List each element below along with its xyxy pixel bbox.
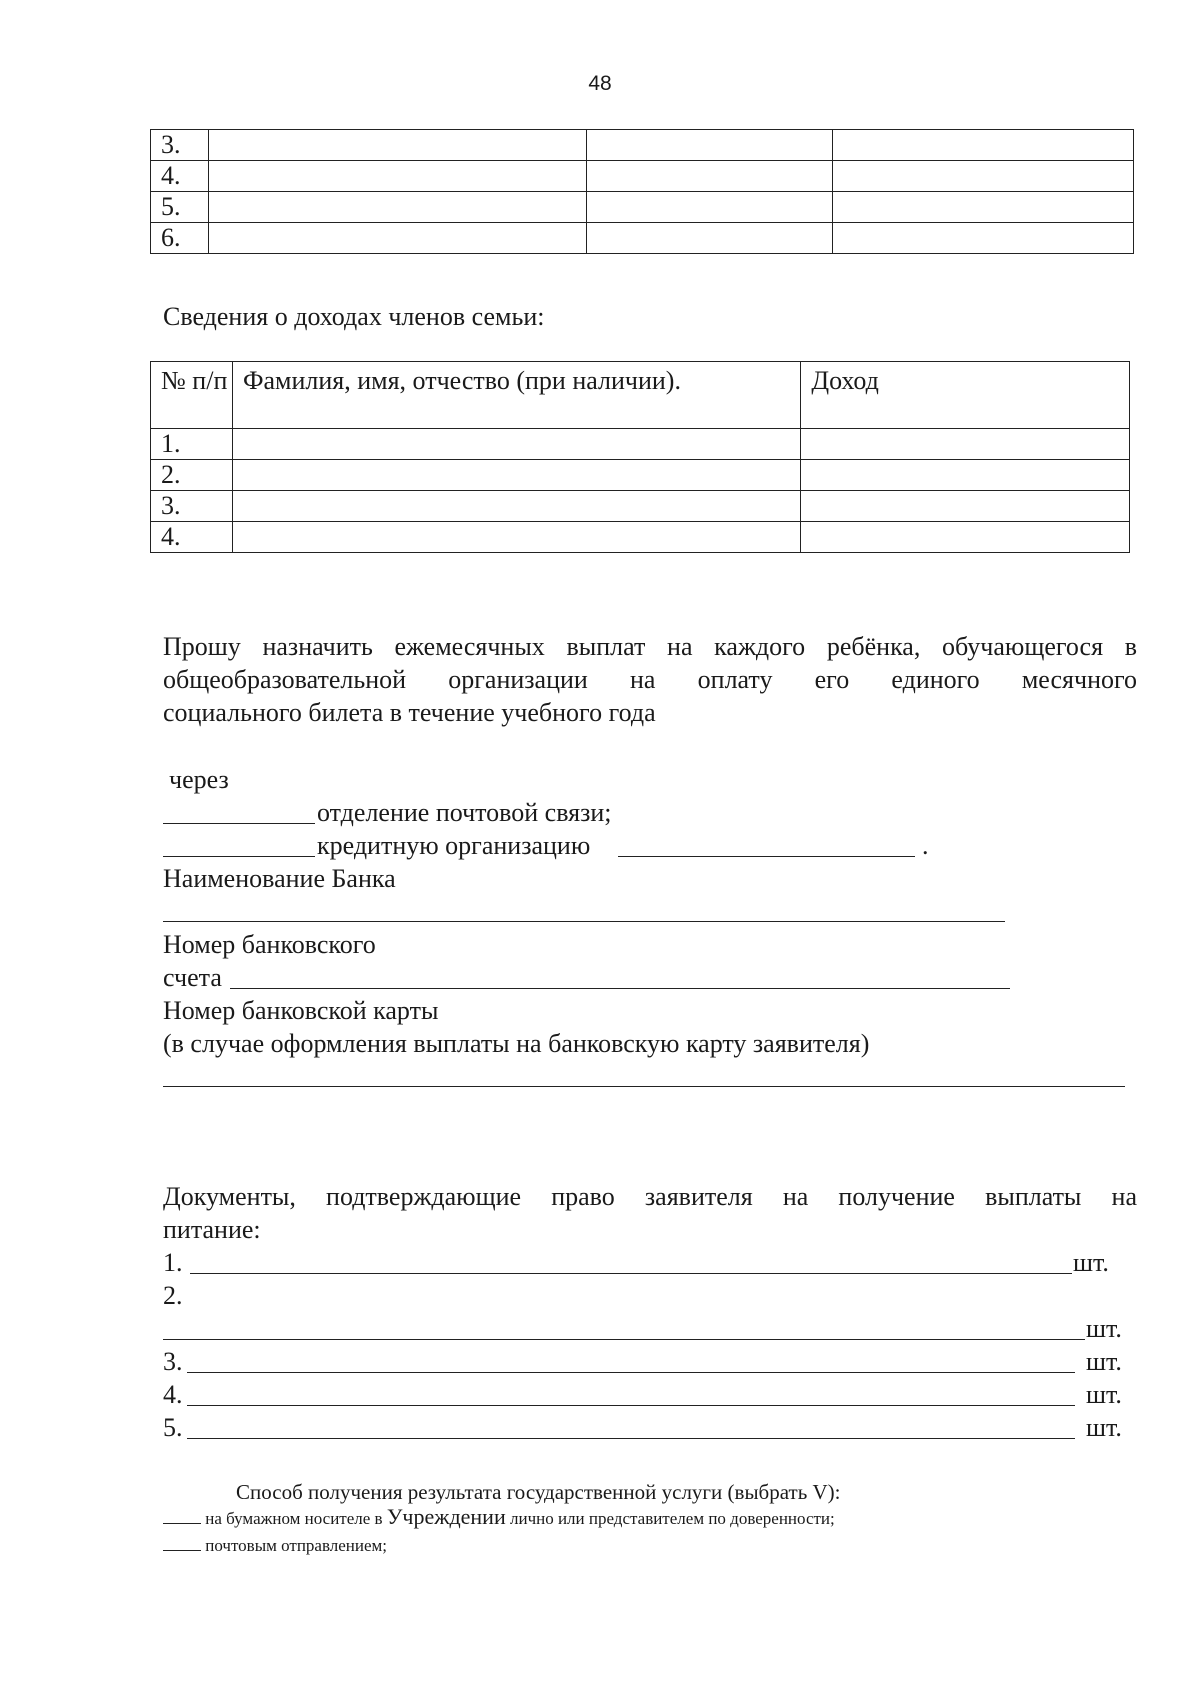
table-row xyxy=(151,491,1130,522)
table-cell[interactable] xyxy=(232,460,800,491)
account-label-line-1: Номер банковского xyxy=(163,930,376,959)
table-cell[interactable] xyxy=(801,491,1130,522)
result-option-paper xyxy=(163,1506,835,1530)
post-office-option: отделение почтовой связи; xyxy=(317,798,612,827)
mail-option-checkbox-line[interactable] xyxy=(163,1550,201,1551)
table-header-row xyxy=(151,362,1130,429)
option-text: почтовым отправлением; xyxy=(205,1536,388,1555)
bank-name-field[interactable] xyxy=(163,921,1005,922)
table-cell[interactable] xyxy=(586,130,833,161)
income-heading: Сведения о доходах членов семьи: xyxy=(163,302,545,331)
document-item-number: 2. xyxy=(163,1281,183,1310)
credit-org-field[interactable] xyxy=(618,856,915,857)
account-number-field[interactable] xyxy=(230,988,1010,989)
option-text: лично или представителем по доверенности; xyxy=(509,1509,835,1528)
header-number: № п/п xyxy=(151,362,233,429)
option-text: на бумажном носителе в xyxy=(205,1509,383,1528)
result-option-mail xyxy=(163,1535,387,1557)
card-number-field[interactable] xyxy=(163,1086,1125,1087)
table-row xyxy=(151,130,1134,161)
table-cell[interactable] xyxy=(232,429,800,460)
table-cell[interactable] xyxy=(208,223,586,254)
credit-org-option: кредитную организацию xyxy=(317,831,591,860)
table-cell[interactable] xyxy=(833,192,1134,223)
document-item-field[interactable] xyxy=(163,1339,1085,1340)
table-row xyxy=(151,223,1134,254)
page-number: 48 xyxy=(588,72,612,95)
children-table-continued xyxy=(150,129,1134,254)
table-row xyxy=(151,161,1134,192)
credit-org-dot: . xyxy=(922,831,929,860)
documents-line-2: питание: xyxy=(163,1215,261,1244)
document-item-number: 3. xyxy=(163,1347,183,1376)
row-number: 3. xyxy=(151,491,233,522)
table-cell[interactable] xyxy=(208,192,586,223)
table-cell[interactable] xyxy=(586,161,833,192)
document-item-unit: шт. xyxy=(1086,1413,1122,1442)
row-number: 6. xyxy=(151,223,209,254)
header-full-name: Фамилия, имя, отчество (при наличии). xyxy=(232,362,800,429)
table-cell[interactable] xyxy=(232,522,800,553)
table-cell[interactable] xyxy=(586,192,833,223)
post-office-checkbox-line[interactable] xyxy=(163,823,315,824)
row-number: 2. xyxy=(151,460,233,491)
document-item-field[interactable] xyxy=(187,1405,1075,1406)
request-line-1: Прошу назначить ежемесячных выплат на каждого ребёнка, обучающегося в xyxy=(163,632,1137,661)
table-cell[interactable] xyxy=(801,429,1130,460)
document-item-field[interactable] xyxy=(190,1273,1072,1274)
document-item-number: 1. xyxy=(163,1248,183,1277)
documents-line-1: Документы, подтверждающие право заявителя на получение выплаты на xyxy=(163,1182,1137,1211)
table-cell[interactable] xyxy=(833,223,1134,254)
row-number: 4. xyxy=(151,522,233,553)
table-cell[interactable] xyxy=(208,130,586,161)
row-number: 1. xyxy=(151,429,233,460)
document-item-field[interactable] xyxy=(187,1438,1075,1439)
account-label-line-2: счета xyxy=(163,963,222,992)
document-item-unit: шт. xyxy=(1073,1248,1109,1277)
table-row xyxy=(151,522,1130,553)
paper-option-checkbox-line[interactable] xyxy=(163,1523,201,1524)
row-number: 4. xyxy=(151,161,209,192)
document-item-unit: шт. xyxy=(1086,1347,1122,1376)
table-cell[interactable] xyxy=(833,130,1134,161)
table-row xyxy=(151,429,1130,460)
bank-name-label: Наименование Банка xyxy=(163,864,396,893)
row-number: 3. xyxy=(151,130,209,161)
table-cell[interactable] xyxy=(232,491,800,522)
document-item-unit: шт. xyxy=(1086,1380,1122,1409)
option-text-institution: Учреждении xyxy=(386,1504,506,1529)
table-row xyxy=(151,192,1134,223)
header-income: Доход xyxy=(801,362,1130,429)
result-heading: Способ получения результата государственной услуги (выбрать V): xyxy=(236,1480,841,1504)
table-cell[interactable] xyxy=(586,223,833,254)
card-label: Номер банковской карты xyxy=(163,996,439,1025)
document-item-unit: шт. xyxy=(1086,1314,1122,1343)
document-item-field[interactable] xyxy=(187,1372,1075,1373)
table-cell[interactable] xyxy=(833,161,1134,192)
table-cell[interactable] xyxy=(208,161,586,192)
income-table xyxy=(150,361,1130,553)
table-row xyxy=(151,460,1130,491)
table-cell[interactable] xyxy=(801,460,1130,491)
request-line-2: общеобразовательной организации на оплату его единого месячного xyxy=(163,665,1137,694)
request-line-3: социального билета в течение учебного года xyxy=(163,698,656,727)
card-note: (в случае оформления выплаты на банковскую карту заявителя) xyxy=(163,1029,870,1058)
document-item-number: 5. xyxy=(163,1413,183,1442)
via-label: через xyxy=(169,765,229,794)
row-number: 5. xyxy=(151,192,209,223)
credit-org-checkbox-line[interactable] xyxy=(163,856,315,857)
document-item-number: 4. xyxy=(163,1380,183,1409)
table-cell[interactable] xyxy=(801,522,1130,553)
